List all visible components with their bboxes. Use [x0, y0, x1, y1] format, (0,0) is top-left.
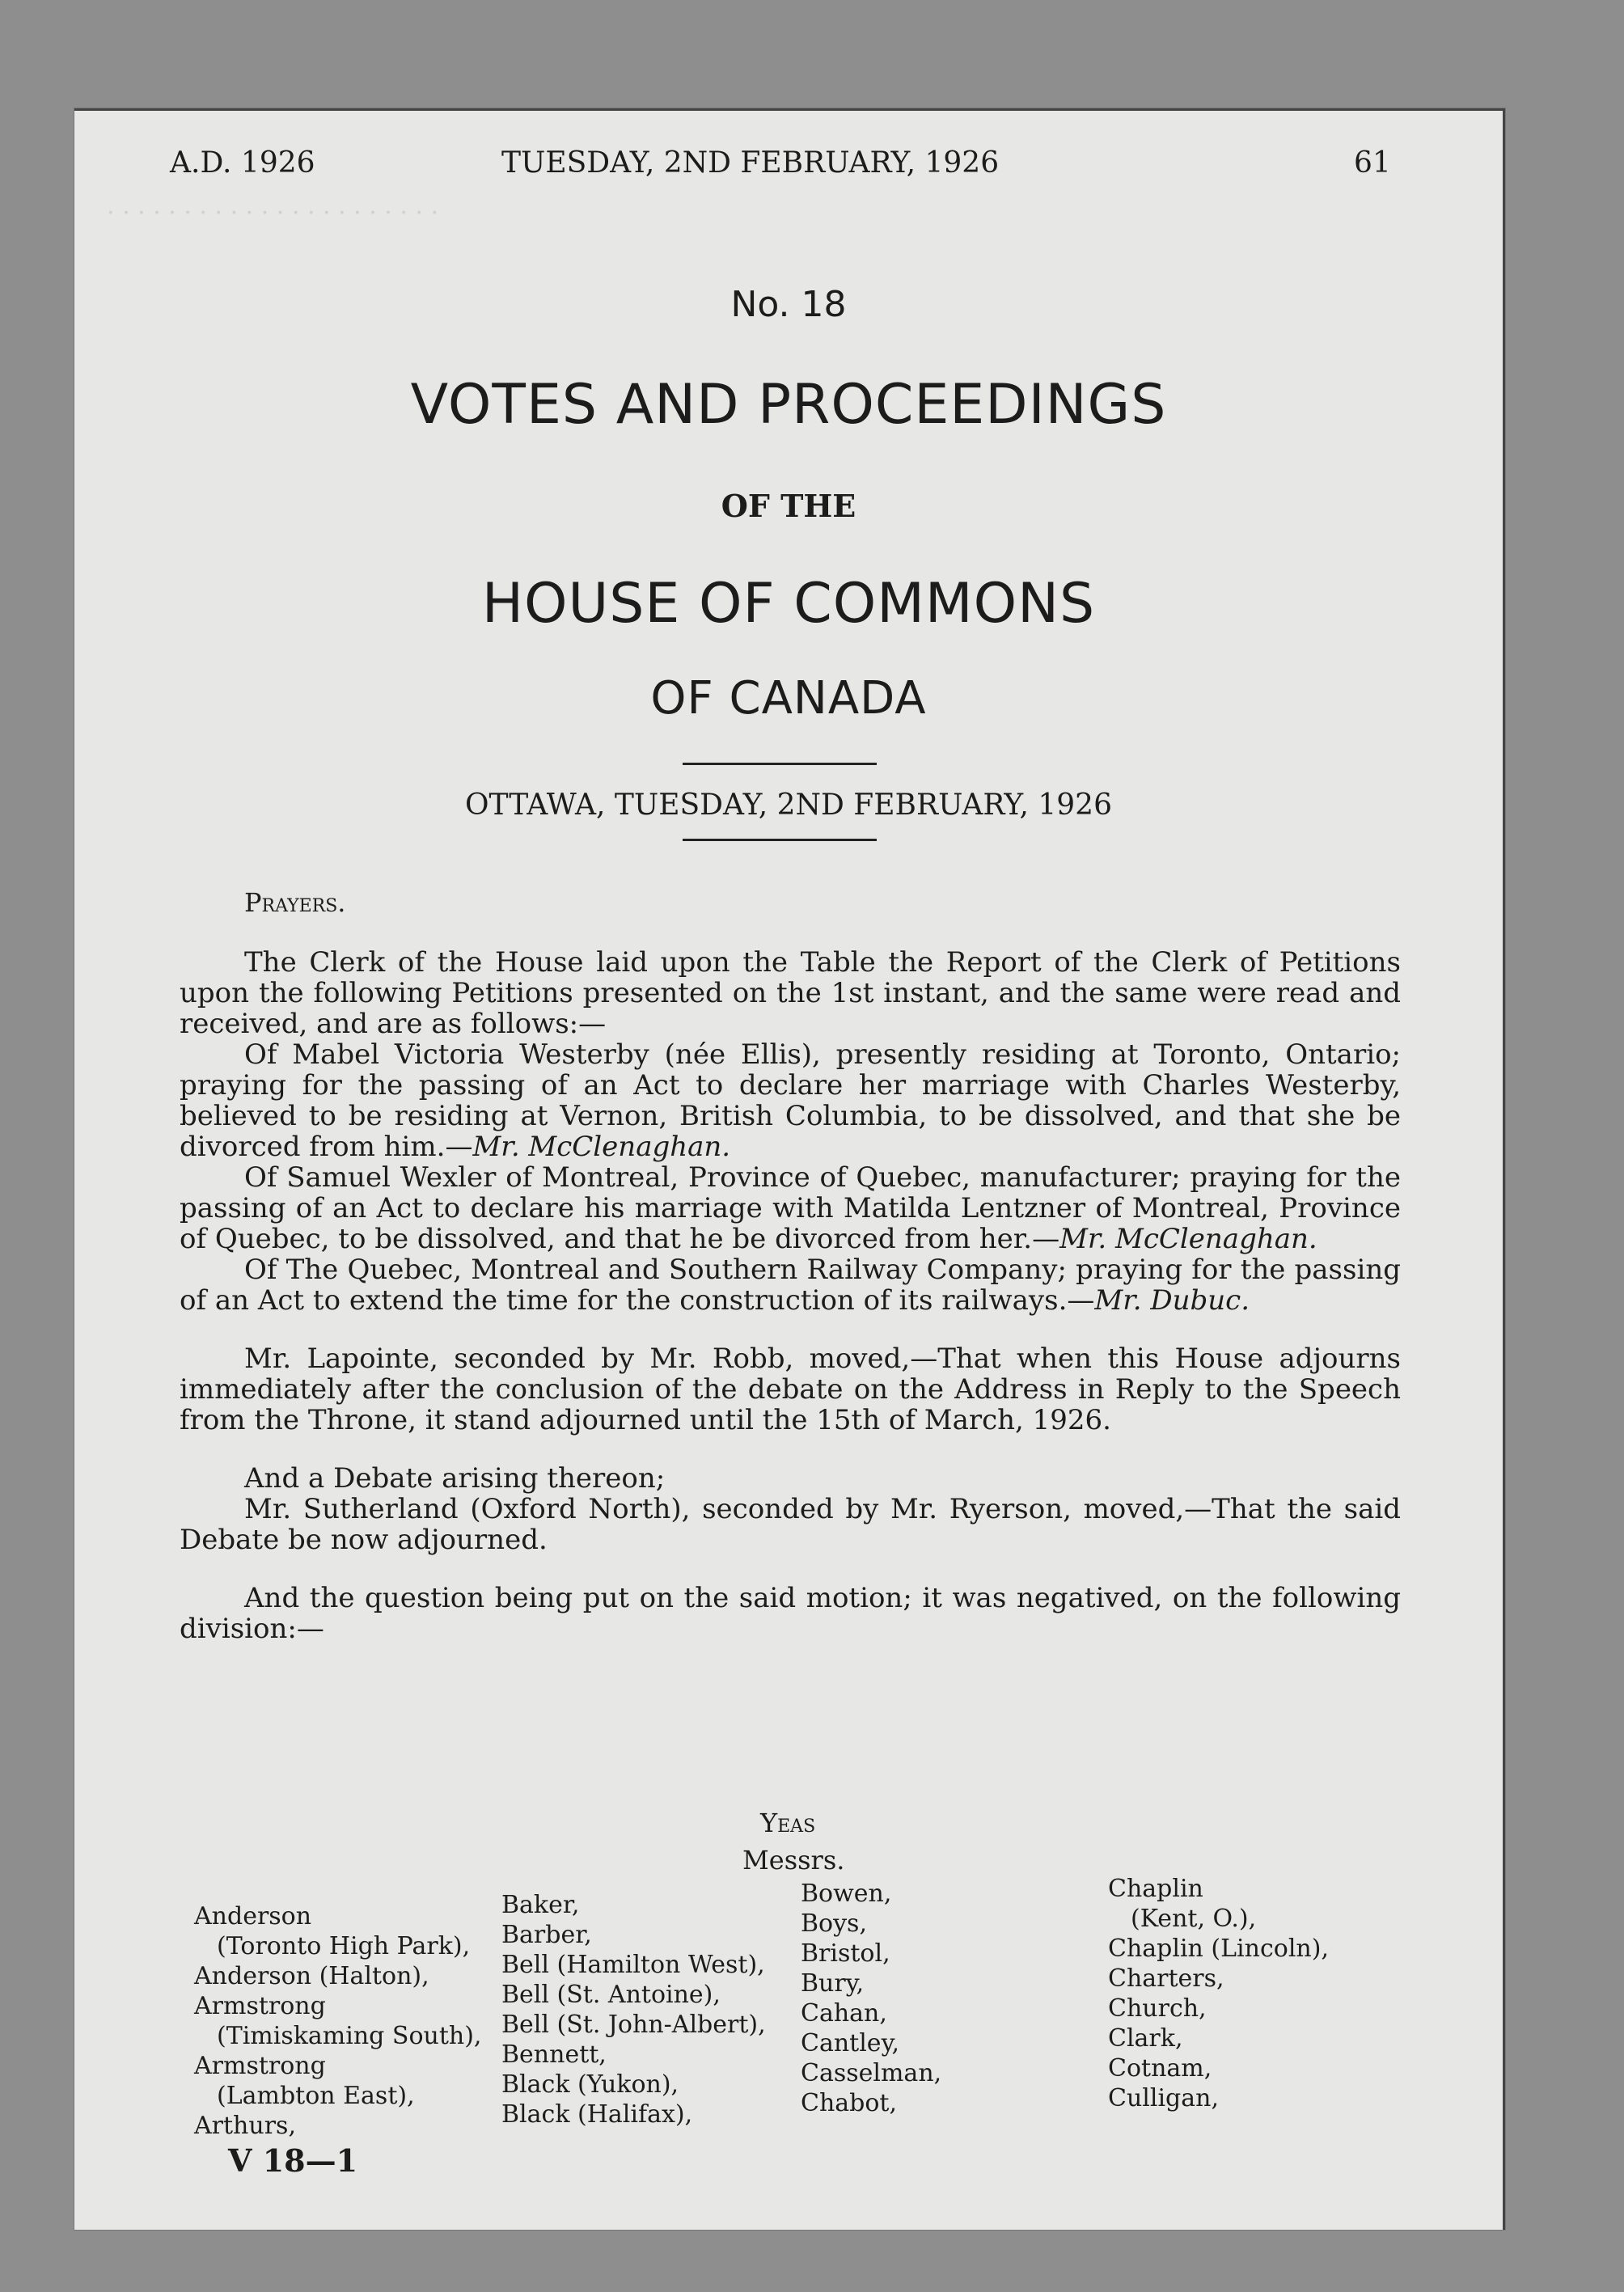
member-name: Arthurs,: [194, 2112, 296, 2140]
paragraph-petition-westerby: [180, 1039, 1401, 1162]
member-name: Chaplin (Lincoln),: [1108, 1935, 1329, 1963]
member-name: Bury,: [801, 1969, 865, 1998]
member-name: Chabot,: [801, 2089, 898, 2117]
dateline: OTTAWA, TUESDAY, 2ND FEBRUARY, 1926: [465, 789, 1112, 822]
header-left: A.D. 1926: [170, 146, 315, 180]
member-name: Cahan,: [801, 1999, 887, 2028]
member-name: Bell (St. Antoine),: [501, 1981, 721, 2009]
member-name: Church,: [1108, 1994, 1207, 2023]
body-text: [180, 947, 1401, 1644]
paragraph-clerk-report: The Clerk of the House laid upon the Table the Report of the Clerk of Petitions upon the following Petitions presented on the 1st instant, and the same were read and received, and are as follows:—: [180, 946, 1401, 1040]
member-name: (Lambton East),: [217, 2082, 415, 2110]
member-name: Anderson (Halton),: [194, 1962, 429, 1990]
petition-westerby-text: Of Mabel Victoria Westerby (née Ellis), presently residing at Toronto, Ontario; praying for the passing of an Act to declare her marriage with Charles Westerby, believed to be residing at Vernon, British Columbia, to be dissolved, and that she be divorced from him.—: [180, 1038, 1401, 1163]
member-name: Black (Halifax),: [501, 2100, 693, 2129]
attribution-westerby: Mr. McClenaghan.: [472, 1131, 731, 1163]
member-name: Baker,: [501, 1891, 580, 1919]
member-name: Chaplin: [1108, 1875, 1203, 1903]
member-name: Bell (St. John-Albert),: [501, 2011, 766, 2039]
paragraph-debate-arising: And a Debate arising thereon;: [244, 1462, 666, 1495]
title-of-canada: OF CANADA: [650, 672, 927, 725]
division-column-3: [801, 1879, 941, 2118]
division-column-2: [501, 1890, 766, 2129]
issue-number: No. 18: [730, 284, 847, 325]
document-page: [74, 108, 1505, 2230]
member-name: Bristol,: [801, 1939, 890, 1968]
title-votes-and-proceedings: VOTES AND PROCEEDINGS: [410, 373, 1167, 437]
member-name: Culligan,: [1108, 2084, 1220, 2112]
member-name: Barber,: [501, 1921, 592, 1949]
page-signature: V 18—1: [228, 2142, 358, 2179]
member-name: Bennett,: [501, 2040, 607, 2069]
title-of-the: OF THE: [721, 488, 856, 524]
paragraph-sutherland-motion: Mr. Sutherland (Oxford North), seconded by Mr. Ryerson, moved,—That the said Debate be now adjourned.: [180, 1493, 1401, 1556]
petition-railway-text: Of The Quebec, Montreal and Southern Railway Company; praying for the passing of an Act to extend the time for the construction of its railways.—: [180, 1254, 1401, 1317]
attribution-railway: Mr. Dubuc.: [1094, 1284, 1250, 1317]
member-name: Armstrong: [194, 1992, 326, 2020]
paragraph-lapointe-motion: Mr. Lapointe, seconded by Mr. Robb, moved,—That when this House adjourns immediately after the conclusion of the debate on the Address in Reply to the Speech from the Throne, it stand adjourned until the 15th of March, 1926.: [180, 1343, 1401, 1436]
division-column-1: [194, 1901, 481, 2141]
paragraph-division: And the question being put on the said motion; it was negatived, on the following division:—: [180, 1582, 1401, 1645]
member-name: Cantley,: [801, 2029, 900, 2057]
member-name: Boys,: [801, 1909, 867, 1938]
title-house-of-commons: HOUSE OF COMMONS: [481, 572, 1096, 636]
page-number: 61: [1354, 146, 1391, 180]
member-name: (Timiskaming South),: [217, 2022, 482, 2050]
division-column-4: [1108, 1874, 1329, 2113]
member-name: Armstrong: [194, 2052, 326, 2080]
member-name: Bell (Hamilton West),: [501, 1951, 765, 1979]
paragraph-petition-wexler: [180, 1162, 1401, 1254]
member-name: (Toronto High Park),: [217, 1932, 471, 1960]
member-name: (Kent, O.),: [1131, 1905, 1257, 1933]
member-name: Black (Yukon),: [501, 2070, 679, 2099]
prayers-heading: Prayers.: [244, 887, 346, 918]
member-name: Clark,: [1108, 2024, 1183, 2053]
member-name: Cotnam,: [1108, 2054, 1212, 2083]
dateline-rule: [683, 839, 877, 841]
member-name: Charters,: [1108, 1964, 1224, 1993]
member-name: Bowen,: [801, 1880, 892, 1908]
paragraph-petition-railway: [180, 1254, 1401, 1316]
header-center: TUESDAY, 2ND FEBRUARY, 1926: [501, 146, 1000, 180]
attribution-wexler: Mr. McClenaghan.: [1059, 1223, 1317, 1255]
member-name: Casselman,: [801, 2059, 942, 2087]
member-name: Anderson: [194, 1902, 312, 1930]
bleed-through: . . . . . . . . . . . . . . . . . . . . . .: [107, 192, 439, 220]
yeas-heading: Yeas: [760, 1808, 816, 1838]
petition-wexler-text: Of Samuel Wexler of Montreal, Province of Quebec, manufacturer; praying for the passing of an Act to declare his marriage with Matilda Lentzner of Montreal, Province of Quebec, to be dissolved, and that he be divorced from her.—: [180, 1161, 1401, 1255]
title-rule: [683, 763, 877, 765]
messrs-heading: Messrs.: [742, 1845, 845, 1875]
